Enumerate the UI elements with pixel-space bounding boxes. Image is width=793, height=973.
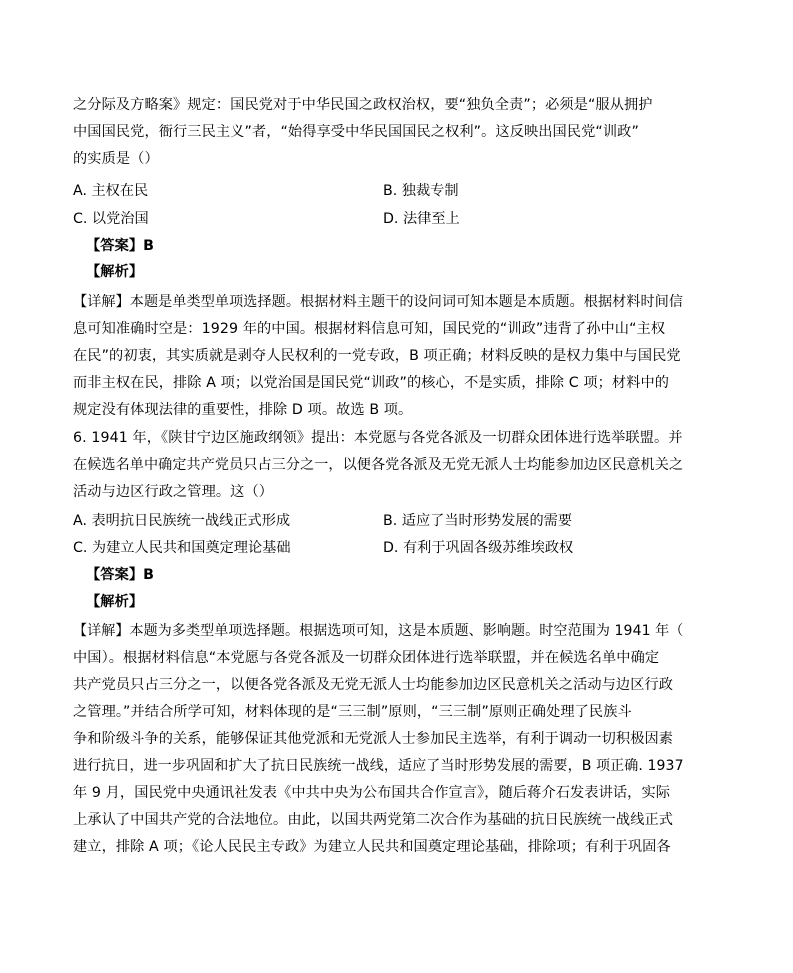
q6-detail-line-4: 之管理。”并结合所学可知，材料体现的是“三三制”原则，“三三制”原则正确处理了民族斗 — [73, 704, 632, 720]
q5-detail-line-4: 而非主权在民，排除 A 项；以党治国是国民党“训政”的核心，不是实质，排除 C 项；材料中的 — [73, 375, 670, 391]
q6-stem-line-1: 6. 1941 年，《陕甘宁边区施政纲领》提出：本党愿与各党各派及一切群众团体进行选举联盟。并 — [73, 430, 683, 446]
q5-detail-line-1: 【详解】本题是单类型单项选择题。根据材料主题干的设问词可知本题是本质题。根据材料时间信 — [73, 294, 684, 310]
q5-stem-line-2: 中国国民党，衙行三民主义”者，“始得享受中华民国国民之权利”。这反映出国民党“训政” — [73, 124, 639, 140]
q6-detail-line-6: 进行抗日，进一步巩固和扩大了抗日民族统一战线，适应了当时形势发展的需要，B 项正确. 1937 — [73, 758, 684, 774]
q5-stem-line-1: 之分际及方略案》规定：国民党对于中华民国之政权治权，要“独负全责”；必须是“服从拥护 — [73, 97, 653, 113]
q5-detail-line-5: 规定没有体现法律的重要性，排除 D 项。故选 B 项。 — [73, 402, 413, 418]
q6-detail-line-8: 上承认了中国共产党的合法地位。由此，以国共两党第二次合作为基础的抗日民族统一战线正式 — [73, 812, 674, 828]
q6-stem-line-2: 在候选名单中确定共产党员只占三分之一，以便各党各派及无党无派人士均能参加边区民意机关之 — [73, 457, 684, 473]
q6-option-a: A. 表明抗日民族统一战线正式形成 — [73, 513, 291, 529]
q6-option-d: D. 有利于巩固各级苏维埃政权 — [383, 540, 574, 556]
q6-detail-line-7: 年 9 月，国民党中央通讯社发表《中共中央为公布国共合作宣言》，随后蒋介石发表讲话，实际 — [73, 785, 671, 801]
q6-detail-line-9: 建立，排除 A 项；《论人民民主专政》为建立人民共和国奠定理论基础，排除项；有利于巩固各 — [73, 839, 671, 855]
q6-option-b: B. 适应了当时形势发展的需要 — [383, 513, 573, 529]
q5-answer: 【答案】B — [86, 238, 155, 254]
q6-stem-line-3: 活动与边区行政之管理。这（） — [73, 484, 274, 500]
q5-option-c: C. 以党治国 — [73, 211, 149, 227]
q5-option-b: B. 独裁专制 — [383, 183, 459, 199]
q5-detail-line-2: 息可知准确时空是：1929 年的中国。根据材料信息可知，国民党的“训政”违背了孙中山“主权 — [73, 321, 666, 337]
q5-stem-line-3: 的实质是（） — [73, 151, 159, 167]
q6-option-c: C. 为建立人民共和国奠定理论基础 — [73, 540, 291, 556]
q6-detail-line-3: 共产党员只占三分之一，以便各党各派及无党无派人士均能参加边区民意机关之活动与边区行政 — [73, 677, 674, 693]
q6-detail-line-5: 争和阶级斗争的关系，能够保证其他党派和无党派人士参加民主选举，有利于调动一切积极因素 — [73, 731, 674, 747]
q6-answer: 【答案】B — [86, 567, 155, 583]
q5-detail-line-3: 在民”的初衷，其实质就是剥夺人民权利的一党专政，B 项正确；材料反映的是权力集中与国民党 — [73, 348, 681, 364]
q6-detail-line-2: 中国）。根据材料信息“本党愿与各党各派及一切群众团体进行选举联盟，并在候选名单中确定 — [73, 650, 660, 666]
q6-analysis-label: 【解析】 — [86, 594, 144, 610]
q5-analysis-label: 【解析】 — [86, 264, 144, 280]
q5-option-a: A. 主权在民 — [73, 183, 149, 199]
q6-detail-line-1: 【详解】本题为多类型单项选择题。根据选项可知，这是本质题、影响题。时空范围为 1941 年（ — [73, 623, 684, 639]
q5-option-d: D. 法律至上 — [383, 211, 460, 227]
